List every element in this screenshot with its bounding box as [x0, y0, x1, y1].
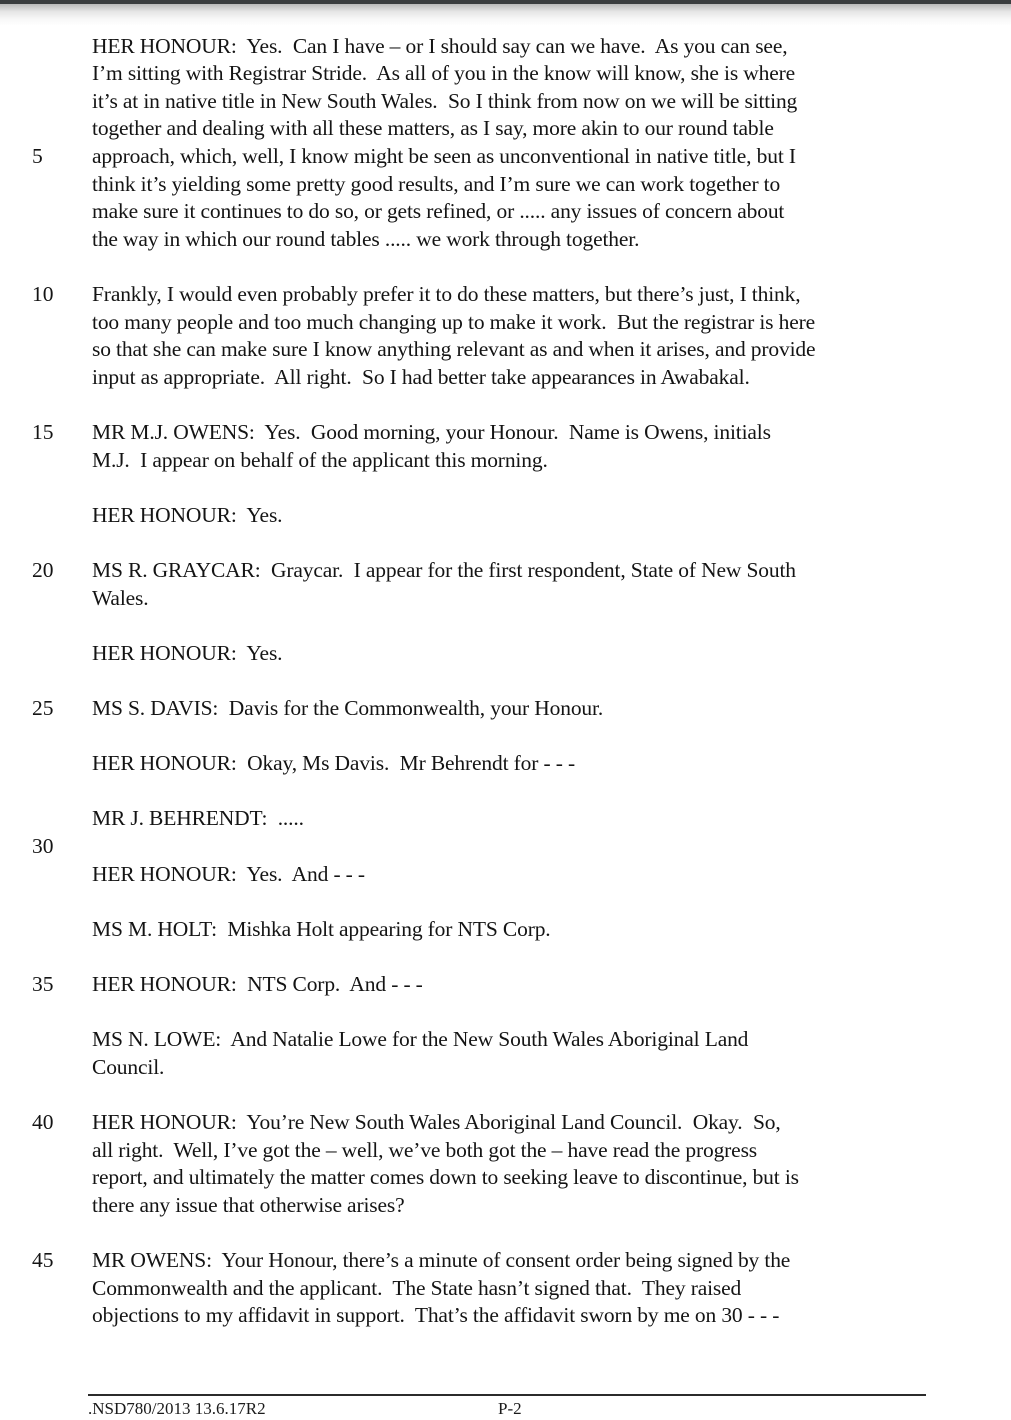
line-text: HER HONOUR: Yes. Can I have – or I should say can we have. As you can see, [92, 33, 788, 58]
line-text: HER HONOUR: Okay, Ms Davis. Mr Behrendt for - - - [92, 751, 575, 776]
line-number: 10 [32, 281, 54, 306]
line-text: so that she can make sure I know anything relevant as and when it arises, and provide [92, 337, 816, 362]
line-number: 15 [32, 419, 54, 444]
transcript-line [0, 502, 1011, 530]
transcript-line [0, 1192, 1011, 1220]
line-text: MR M.J. OWENS: Yes. Good morning, your Honour. Name is Owens, initials [92, 419, 771, 444]
transcript-line [0, 1164, 1011, 1192]
transcript-line [0, 1302, 1011, 1330]
transcript-line [0, 1109, 1011, 1137]
footer-divider [88, 1394, 926, 1396]
line-text: MS R. GRAYCAR: Graycar. I appear for the first respondent, State of New South [92, 557, 796, 582]
transcript-line [0, 447, 1011, 475]
line-text: MR J. BEHRENDT: ..... [92, 806, 304, 831]
line-number: 45 [32, 1247, 54, 1272]
line-text: HER HONOUR: Yes. And - - - [92, 861, 365, 886]
line-text: Frankly, I would even probably prefer it to do these matters, but there’s just, I think, [92, 281, 801, 306]
line-text: together and dealing with all these matters, as I say, more akin to our round table [92, 116, 774, 141]
line-number: 40 [32, 1109, 54, 1134]
line-text: Council. [92, 1054, 165, 1079]
transcript-line [0, 1026, 1011, 1054]
line-text: MR OWENS: Your Honour, there’s a minute of consent order being signed by the [92, 1247, 791, 1272]
transcript-line [0, 833, 1011, 861]
transcript-line [0, 861, 1011, 889]
transcript-line [0, 695, 1011, 723]
transcript-line [0, 805, 1011, 833]
line-text: MS N. LOWE: And Natalie Lowe for the New South Wales Aboriginal Land [92, 1027, 749, 1052]
line-text: the way in which our round tables ..... we work through together. [92, 226, 640, 251]
line-text: objections to my affidavit in support. That’s the affidavit sworn by me on 30 - - - [92, 1303, 780, 1328]
transcript-line [0, 281, 1011, 309]
transcript-line [0, 143, 1011, 171]
line-text: MS M. HOLT: Mishka Holt appearing for NTS Corp. [92, 916, 551, 941]
transcript-line [0, 640, 1011, 668]
transcript-line [0, 557, 1011, 585]
transcript-line [0, 585, 1011, 613]
line-text: report, and ultimately the matter comes down to seeking leave to discontinue, but is [92, 1165, 799, 1190]
transcript-line [0, 916, 1011, 944]
transcript-line [0, 750, 1011, 778]
line-text: all right. Well, I’ve got the – well, we’ve both got the – have read the progress [92, 1137, 758, 1162]
footer-page-number: P-2 [498, 1399, 522, 1418]
line-number: 5 [32, 143, 43, 168]
line-text: input as appropriate. All right. So I had better take appearances in Awabakal. [92, 364, 750, 389]
line-text: I’m sitting with Registrar Stride. As all of you in the know will know, she is where [92, 61, 796, 86]
line-text: HER HONOUR: You’re New South Wales Aboriginal Land Council. Okay. So, [92, 1109, 781, 1134]
transcript-line [0, 1137, 1011, 1165]
line-number: 25 [32, 695, 54, 720]
line-text: it’s at in native title in New South Wales. So I think from now on we will be sitting [92, 88, 798, 113]
line-number: 20 [32, 557, 54, 582]
transcript-line [0, 1054, 1011, 1082]
transcript-line [0, 115, 1011, 143]
line-text: Wales. [92, 585, 149, 610]
line-text: approach, which, well, I know might be seen as unconventional in native title, but I [92, 143, 796, 168]
line-number: 30 [32, 833, 54, 858]
transcript-line [0, 309, 1011, 337]
line-text: M.J. I appear on behalf of the applicant this morning. [92, 447, 548, 472]
transcript-line [0, 198, 1011, 226]
transcript-line [0, 60, 1011, 88]
transcript-line [0, 364, 1011, 392]
transcript-line [0, 336, 1011, 364]
transcript-line [0, 88, 1011, 116]
line-text: there any issue that otherwise arises? [92, 1192, 405, 1217]
transcript-line [0, 971, 1011, 999]
line-text: MS S. DAVIS: Davis for the Commonwealth, your Honour. [92, 695, 604, 720]
line-text: too many people and too much changing up to make it work. But the registrar is here [92, 309, 815, 334]
transcript-line [0, 419, 1011, 447]
transcript-line [0, 226, 1011, 254]
line-text: make sure it continues to do so, or gets refined, or ..... any issues of concern about [92, 199, 785, 224]
transcript-line [0, 1247, 1011, 1275]
line-number: 35 [32, 971, 54, 996]
transcript-line [0, 1275, 1011, 1303]
line-text: HER HONOUR: NTS Corp. And - - - [92, 971, 423, 996]
footer-reference: .NSD780/2013 13.6.17R2 [88, 1399, 266, 1418]
transcript-line [0, 171, 1011, 199]
line-text: HER HONOUR: Yes. [92, 640, 283, 665]
line-text: HER HONOUR: Yes. [92, 502, 283, 527]
transcript-line [0, 33, 1011, 61]
line-text: think it’s yielding some pretty good results, and I’m sure we can work together to [92, 171, 781, 196]
line-text: Commonwealth and the applicant. The State hasn’t signed that. They raised [92, 1275, 742, 1300]
